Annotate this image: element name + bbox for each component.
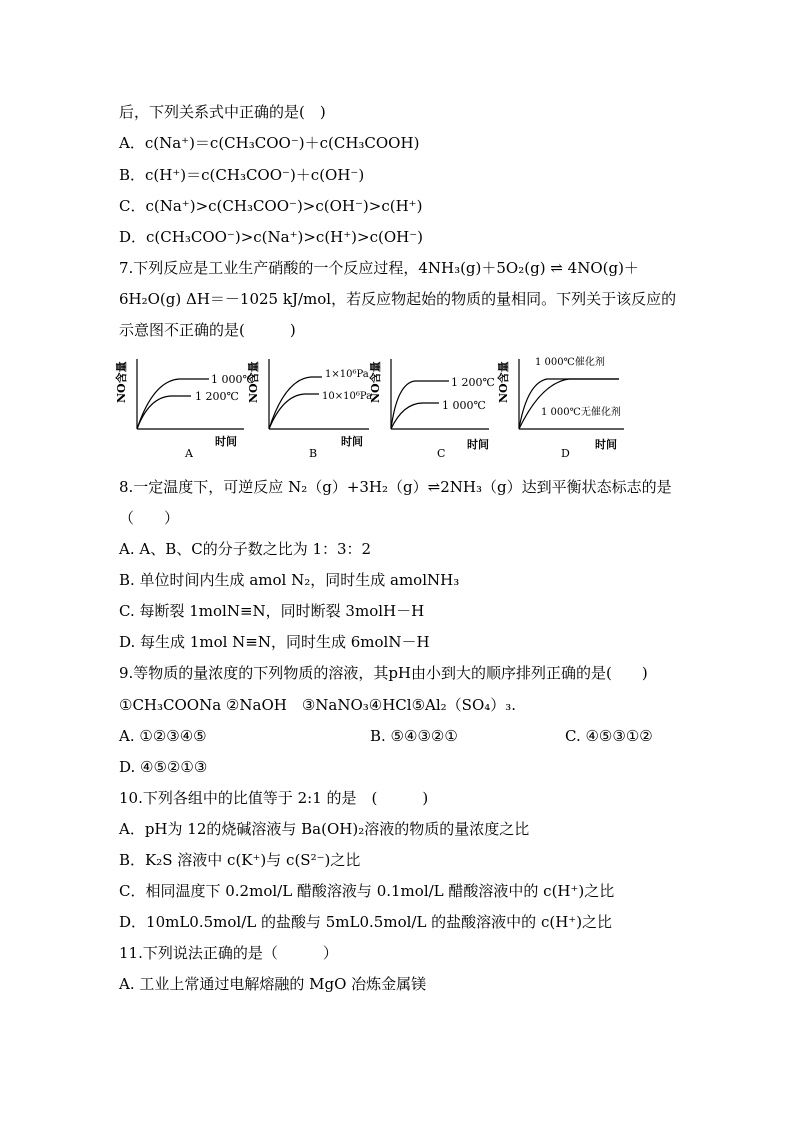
q7-stem-line2: 6H₂O(g) ΔH＝－1025 kJ/mol，若反应物起始的物质的量相同。下列关于该反应的: [119, 290, 677, 308]
q9-option-b: B. ⑤④③②①: [370, 727, 458, 745]
panel-d-bottom-label: 1 000℃无催化剂: [541, 407, 621, 418]
panel-c-top-label: 1 200℃: [451, 376, 495, 389]
q7-stem-line3: 示意图不正确的是( ): [119, 321, 296, 339]
q6-option-a: A．c(Na⁺)＝c(CH₃COO⁻)＋c(CH₃COOH): [119, 134, 420, 152]
panel-d-xlabel: 时间: [595, 438, 617, 451]
panel-d-ylabel: NO含量: [497, 361, 510, 403]
q9-stem-line2: ①CH₃COONa ②NaOH ③NaNO₃④HCl⑤Al₂（SO₄）₃.: [119, 696, 517, 714]
q11-option-a: A. 工业上常通过电解熔融的 MgO 冶炼金属镁: [119, 975, 427, 993]
panel-a-ylabel: NO含量: [115, 361, 128, 403]
panel-c-axes: [391, 359, 489, 429]
panel-b-curve-top: [269, 377, 322, 429]
panel-b-curve-bottom: [269, 394, 319, 429]
q8-option-b: B. 单位时间内生成 amol N₂，同时生成 amolNH₃: [119, 571, 460, 589]
panel-b-xlabel: 时间: [341, 435, 363, 448]
panel-a-curve-top: [137, 379, 209, 429]
q6-stem-tail: 后，下列关系式中正确的是( ): [119, 103, 326, 121]
panel-a-bottom-label: 1 200℃: [195, 390, 239, 403]
q10-option-a: A．pH为 12的烧碱溶液与 Ba(OH)₂溶液的物质的量浓度之比: [119, 820, 530, 838]
panel-a-letter: A: [185, 447, 193, 460]
q9-stem-line1: 9.等物质的量浓度的下列物质的溶液，其pH由小到大的顺序排列正确的是( ): [119, 664, 648, 682]
q7-figure: [115, 353, 679, 463]
panel-b-letter: B: [309, 447, 318, 460]
q6-option-b: B．c(H⁺)＝c(CH₃COO⁻)＋c(OH⁻): [119, 166, 365, 184]
panel-a-curve-bottom: [137, 396, 191, 429]
q10-option-d: D．10mL0.5mol/L 的盐酸与 5mL0.5mol/L 的盐酸溶液中的 c(H⁺)之比: [119, 913, 613, 931]
panel-a-xlabel: 时间: [215, 435, 237, 448]
panel-c-letter: C: [437, 447, 446, 460]
q8-option-c: C. 每断裂 1molN≡N，同时断裂 3molH－H: [119, 602, 425, 620]
panel-b-ylabel: NO含量: [247, 361, 260, 403]
panel-c-ylabel: NO含量: [369, 361, 382, 403]
q9-option-a: A. ①②③④⑤: [119, 727, 207, 745]
q6-option-c: C．c(Na⁺)>c(CH₃COO⁻)>c(OH⁻)>c(H⁺): [119, 197, 423, 215]
panel-d-letter: D: [561, 447, 570, 460]
panel-d-axes: [519, 359, 624, 429]
panel-b-top-label: 1×10⁶Pa: [325, 369, 369, 380]
panel-d-top-label: 1 000℃催化剂: [535, 357, 605, 368]
q8-stem-line1: 8.一定温度下，可逆反应 N₂（g）+3H₂（g）⇌2NH₃（g）达到平衡状态标志的是: [119, 478, 672, 496]
panel-b-bottom-label: 10×10⁶Pa: [322, 391, 373, 402]
q9-option-d: D. ④⑤②①③: [119, 758, 208, 776]
q7-stem-line1: 7.下列反应是工业生产硝酸的一个反应过程，4NH₃(g)＋5O₂(g) ⇌ 4NO(g)＋: [119, 259, 639, 277]
panel-d-curve-no-catalyst: [519, 379, 619, 429]
panel-c-xlabel: 时间: [467, 438, 489, 451]
panel-c-bottom-label: 1 000℃: [442, 399, 486, 412]
panel-c-curve-top: [391, 381, 449, 429]
q8-option-a: A. A、B、C的分子数之比为 1：3：2: [119, 540, 372, 558]
panel-c-curve-bottom: [391, 403, 439, 429]
q10-stem: 10.下列各组中的比值等于 2:1 的是 ( ): [119, 789, 429, 807]
q6-option-d: D．c(CH₃COO⁻)>c(Na⁺)>c(H⁺)>c(OH⁻): [119, 228, 423, 246]
q10-option-c: C．相同温度下 0.2mol/L 醋酸溶液与 0.1mol/L 醋酸溶液中的 c(H⁺)之比: [119, 882, 615, 900]
q8-option-d: D. 每生成 1mol N≡N，同时生成 6molN－H: [119, 633, 430, 651]
q10-option-b: B．K₂S 溶液中 c(K⁺)与 c(S²⁻)之比: [119, 851, 361, 869]
q9-option-c: C. ④⑤③①②: [565, 727, 653, 745]
q8-stem-line2: （ ）: [119, 509, 180, 527]
panel-a-top-label: 1 000℃: [211, 373, 255, 386]
q11-stem: 11.下列说法正确的是（ ）: [119, 944, 338, 962]
